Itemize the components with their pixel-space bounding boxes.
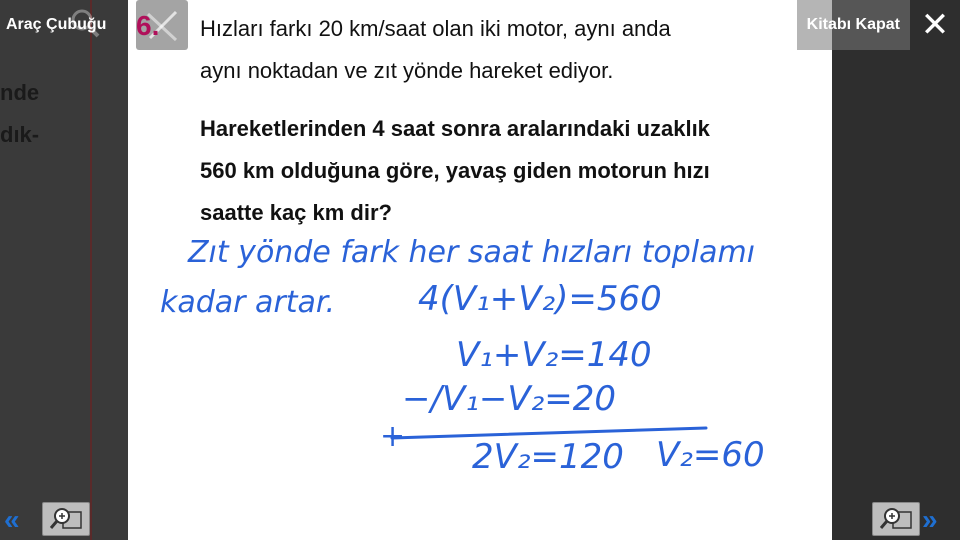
handwriting-result-2: V₂=60 [656, 435, 765, 475]
handwriting-eq-1: V₁+V₂=140 [456, 335, 652, 375]
question-line-2: aynı noktadan ve zıt yönde hareket ediyor. [200, 58, 614, 83]
handwriting-plus: + [380, 419, 406, 454]
close-book-button[interactable] [797, 0, 910, 50]
toolbar-label: Araç Çubuğu [6, 16, 107, 33]
zoom-in-icon [43, 503, 89, 535]
handwriting-line-2b: 4(V₁+V₂)=560 [418, 279, 662, 319]
handwriting-line-1: Zıt yönde fark her saat hızları toplamı [188, 235, 756, 270]
zoom-in-button-left[interactable] [42, 502, 90, 536]
previous-page-icon[interactable]: « [4, 504, 20, 535]
zoom-in-button-right[interactable] [872, 502, 920, 536]
background-fragment-2: dık- [0, 122, 40, 147]
magnifier-icon [70, 8, 100, 38]
question-bold-1: Hareketlerinden 4 saat sonra aralarındaki uzaklık [200, 116, 710, 141]
question-bold-3: saatte kaç km dir? [200, 200, 392, 225]
close-icon[interactable]: ✕ [920, 6, 950, 44]
handwriting-result-1: 2V₂=120 [472, 437, 624, 477]
handwriting-line-2a: kadar artar. [160, 285, 336, 320]
next-page-icon[interactable]: » [922, 504, 938, 535]
question-bold-2: 560 km olduğuna göre, yavaş giden motorun hızı [200, 158, 710, 183]
question-line-1: Hızları farkı 20 km/saat olan iki motor, aynı anda [200, 16, 671, 41]
close-book-area [797, 0, 960, 50]
close-book-label: Kitabı Kapat [806, 16, 900, 33]
question-number: 6. [136, 10, 160, 41]
zoom-in-icon [873, 503, 919, 535]
handwriting-eq-2: −/V₁−V₂=20 [402, 379, 616, 419]
background-fragment-1: nde [0, 80, 40, 105]
